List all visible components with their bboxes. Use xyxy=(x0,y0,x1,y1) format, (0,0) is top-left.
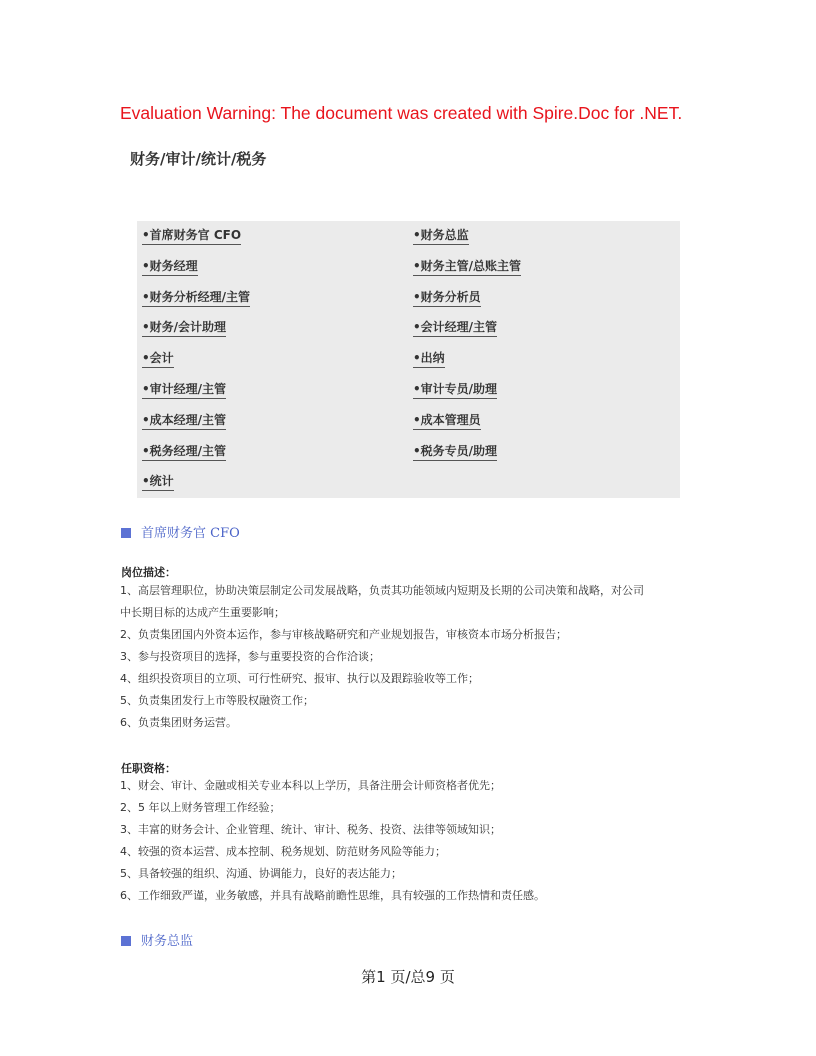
job-link[interactable]: •财务总监 xyxy=(413,228,469,245)
text-line: 5、具备较强的组织、沟通、协调能力，良好的表达能力； xyxy=(120,867,402,880)
text-line: 2、5 年以上财务管理工作经验； xyxy=(120,801,281,814)
square-bullet-icon xyxy=(121,936,131,946)
text-line: 3、参与投资项目的选择，参与重要投资的合作洽谈； xyxy=(120,650,380,663)
job-link[interactable]: •成本经理/主管 xyxy=(142,413,226,430)
text-line: 6、负责集团财务运营。 xyxy=(120,716,237,729)
job-link[interactable]: •统计 xyxy=(142,474,174,491)
job-link[interactable]: •会计经理/主管 xyxy=(413,320,497,337)
req-label: 任职资格： xyxy=(121,762,176,775)
section-heading-text: 首席财务官 CFO xyxy=(141,526,240,541)
job-link[interactable]: •财务分析经理/主管 xyxy=(142,290,250,307)
job-link[interactable]: •成本管理员 xyxy=(413,413,481,430)
text-line: 1、高层管理职位，协助决策层制定公司发展战略，负责其功能领域内短期及长期的公司决策和战略，对公司 xyxy=(120,584,644,597)
evaluation-warning: Evaluation Warning: The document was created with Spire.Doc for .NET. xyxy=(120,103,683,123)
section-heading-cfd xyxy=(121,930,193,949)
text-line: 中长期目标的达成产生重要影响； xyxy=(120,606,285,619)
text-line: 2、负责集团国内外资本运作，参与审核战略研究和产业规划报告，审核资本市场分析报告； xyxy=(120,628,567,641)
page-title: 财务/审计/统计/税务 xyxy=(130,150,267,168)
text-line: 3、丰富的财务会计、企业管理、统计、审计、税务、投资、法律等领域知识； xyxy=(120,823,501,836)
job-link[interactable]: •首席财务官 CFO xyxy=(142,228,241,245)
section-heading-text: 财务总监 xyxy=(141,934,194,949)
text-line: 1、财会、审计、金融或相关专业本科以上学历，具备注册会计师资格者优先； xyxy=(120,779,501,792)
text-line: 6、工作细致严谨，业务敏感，并具有战略前瞻性思维，具有较强的工作热情和责任感。 xyxy=(120,889,545,902)
text-line: 5、负责集团发行上市等股权融资工作； xyxy=(120,694,314,707)
job-link[interactable]: •审计经理/主管 xyxy=(142,382,226,399)
desc-label: 岗位描述： xyxy=(121,566,176,579)
job-link[interactable]: •财务主管/总账主管 xyxy=(413,259,521,276)
job-link[interactable]: •财务/会计助理 xyxy=(142,320,226,337)
job-link[interactable]: •税务经理/主管 xyxy=(142,444,226,461)
job-link[interactable]: •出纳 xyxy=(413,351,445,368)
job-link[interactable]: •会计 xyxy=(142,351,174,368)
square-bullet-icon xyxy=(121,528,131,538)
job-link[interactable]: •财务经理 xyxy=(142,259,198,276)
text-line: 4、较强的资本运营、成本控制、税务规划、防范财务风险等能力； xyxy=(120,845,446,858)
text-line: 4、组织投资项目的立项、可行性研究、报审、执行以及跟踪验收等工作； xyxy=(120,672,479,685)
page-number: 第1 页/总9 页 xyxy=(361,968,455,986)
section-heading-cfo xyxy=(121,522,240,541)
job-link[interactable]: •审计专员/助理 xyxy=(413,382,497,399)
job-link[interactable]: •税务专员/助理 xyxy=(413,444,497,461)
job-links-box xyxy=(137,221,680,498)
job-link[interactable]: •财务分析员 xyxy=(413,290,481,307)
